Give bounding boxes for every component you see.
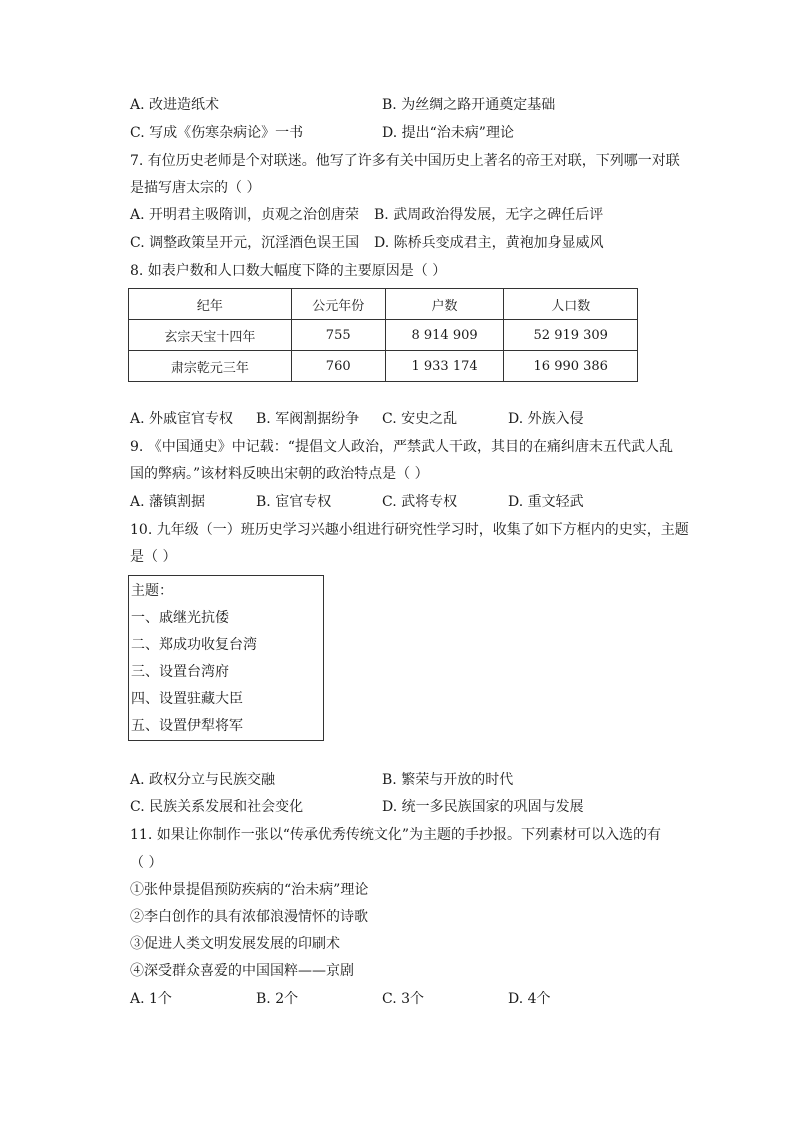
q11-option-a: A. 1个 (130, 991, 172, 1007)
population-table (128, 288, 638, 382)
q11-option-d: D. 4个 (508, 991, 551, 1007)
q9-option-b: B. 宦官专权 (256, 494, 332, 510)
topic-box-item: 二、郑成功收复台湾 (131, 637, 257, 653)
q9-option-d: D. 重文轻武 (508, 494, 584, 510)
topic-box-title: 主题： (131, 583, 173, 599)
table-header-row (129, 289, 638, 320)
q11-material-1: ①张仲景提倡预防疾病的“治未病”理论 (130, 882, 369, 898)
table-row (129, 351, 638, 382)
q7-option-a: A. 开明君主吸隋训，贞观之治创唐荣 (130, 207, 360, 223)
table-header-cell: 纪年 (129, 289, 292, 320)
q8-option-c: C. 安史之乱 (382, 411, 458, 427)
q9-stem-line1: 9. 《中国通史》中记载：“提倡文人政治，严禁武人干政，其目的在痛纠唐末五代武人乱 (130, 439, 673, 455)
q11-material-4: ④深受群众喜爱的中国国粹——京剧 (130, 963, 354, 979)
topic-box-item: 五、设置伊犁将军 (131, 718, 243, 734)
q10-option-d: D. 统一多民族国家的巩固与发展 (382, 799, 584, 815)
q11-option-c: C. 3个 (382, 991, 425, 1007)
q10-option-a: A. 政权分立与民族交融 (130, 772, 276, 788)
q7-option-b: B. 武周政治得发展，无字之碑任后评 (374, 207, 604, 223)
table-cell: 755 (291, 320, 385, 351)
q10-stem-line2: 是（ ） (130, 549, 177, 565)
table-header-cell: 公元年份 (291, 289, 385, 320)
q6-option-a: A. 改进造纸术 (130, 97, 220, 113)
q11-option-b: B. 2个 (256, 991, 299, 1007)
q10-option-b: B. 繁荣与开放的时代 (382, 772, 514, 788)
table-cell: 16 990 386 (504, 351, 638, 382)
q9-option-c: C. 武将专权 (382, 494, 458, 510)
q8-option-d: D. 外族入侵 (508, 411, 584, 427)
q10-option-c: C. 民族关系发展和社会变化 (130, 799, 304, 815)
table-header-cell: 人口数 (504, 289, 638, 320)
q10-stem-line1: 10. 九年级（一）班历史学习兴趣小组进行研究性学习时，收集了如下方框内的史实，主题 (130, 522, 689, 538)
q11-stem-line1: 11. 如果让你制作一张以“传承优秀传统文化”为主题的手抄报。下列素材可以入选的有 (130, 827, 662, 843)
topic-box-item: 四、设置驻藏大臣 (131, 691, 243, 707)
table-header-cell: 户数 (385, 289, 504, 320)
q9-stem-line2: 国的弊病。”该材料反映出宋朝的政治特点是（ ） (130, 466, 429, 482)
topic-box-item: 三、设置台湾府 (131, 664, 229, 680)
q11-material-2: ②李白创作的具有浓郁浪漫情怀的诗歌 (130, 909, 368, 925)
topic-box-item: 一、戚继光抗倭 (131, 610, 229, 626)
table-cell: 玄宗天宝十四年 (129, 320, 292, 351)
table-cell: 760 (291, 351, 385, 382)
q11-material-3: ③促进人类文明发展发展的印刷术 (130, 936, 340, 952)
table-row (129, 320, 638, 351)
q8-option-a: A. 外戚宦官专权 (130, 411, 234, 427)
q6-option-d: D. 提出“治未病”理论 (382, 125, 514, 141)
table-cell: 1 933 174 (385, 351, 504, 382)
q6-option-b: B. 为丝绸之路开通奠定基础 (382, 97, 556, 113)
q8-option-b: B. 军阀割据纷争 (256, 411, 360, 427)
q8-stem: 8. 如表户数和人口数大幅度下降的主要原因是（ ） (130, 263, 447, 279)
table-cell: 肃宗乾元三年 (129, 351, 292, 382)
topic-box (128, 575, 324, 741)
table-cell: 8 914 909 (385, 320, 504, 351)
table-cell: 52 919 309 (504, 320, 638, 351)
q7-stem-line2: 是描写唐太宗的（ ） (130, 180, 261, 196)
q7-option-c: C. 调整政策呈开元，沉淫酒色误王国 (130, 235, 360, 251)
q7-option-d: D. 陈桥兵变成君主，黄袍加身显威风 (374, 235, 604, 251)
q6-option-c: C. 写成《伤寒杂病论》一书 (130, 125, 304, 141)
q9-option-a: A. 藩镇割据 (130, 494, 206, 510)
q7-stem-line1: 7. 有位历史老师是个对联迷。他写了许多有关中国历史上著名的帝王对联，下列哪一对联 (130, 153, 680, 169)
q11-stem-line2: （ ） (130, 855, 163, 871)
